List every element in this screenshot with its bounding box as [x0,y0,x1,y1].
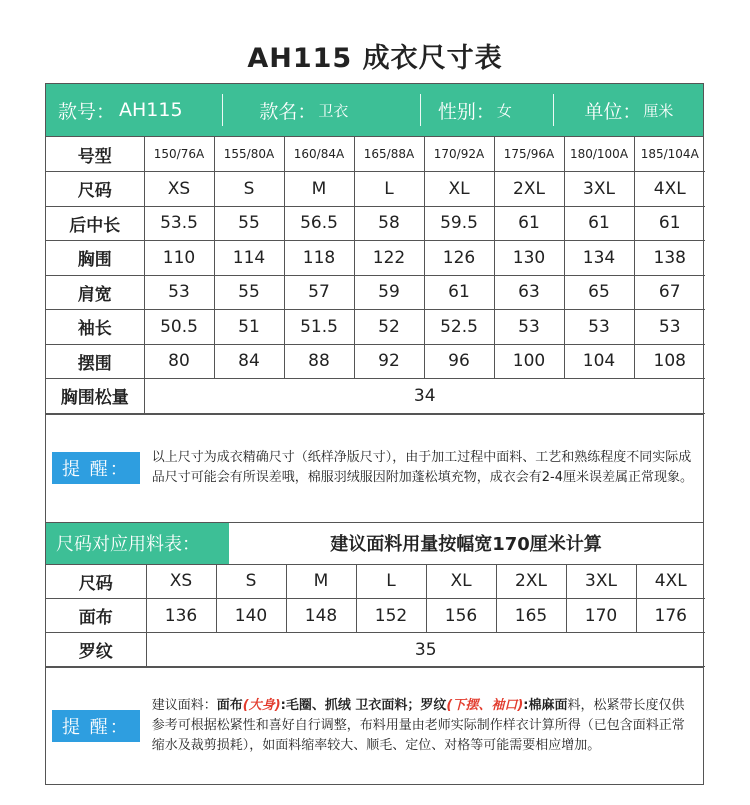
ease-value: 34 [144,379,705,414]
table-cell: 156 [426,599,496,633]
style-number-value: AH115 [119,99,183,121]
table-cell: XS [144,172,214,207]
table-cell: 2XL [496,565,566,599]
table-cell: 61 [494,206,564,241]
table-row [46,310,705,345]
table-cell: 55 [214,275,284,310]
table-cell: 155/80A [214,137,284,172]
unit-label: 单位： [584,100,642,123]
tip-text-part: :棉麻面 [523,698,568,713]
table-cell: 138 [634,241,705,276]
row-header: 号型 [46,137,144,172]
table-cell: 2XL [494,172,564,207]
usage-header [46,522,703,565]
row-header: 肩宽 [46,275,144,310]
table-cell: 59 [354,275,424,310]
table-row [46,599,705,633]
row-header: 尺码 [46,172,144,207]
table-cell: 122 [354,241,424,276]
table-cell: 3XL [564,172,634,207]
size-table [46,137,705,414]
row-header: 尺码 [46,565,146,599]
table-cell: 114 [214,241,284,276]
table-cell: 56.5 [284,206,354,241]
page-title: AH115 成衣尺寸表 [247,43,503,74]
table-cell: 175/96A [494,137,564,172]
row-header: 后中长 [46,206,144,241]
usage-header-title: 尺码对应用料表： [46,523,229,564]
table-cell: 148 [286,599,356,633]
table-cell: 63 [494,275,564,310]
table-row [46,344,705,379]
table-cell: 170/92A [424,137,494,172]
unit-value: 厘米 [643,101,674,120]
table-cell: 53 [144,275,214,310]
style-name [223,84,420,136]
table-cell: 50.5 [144,310,214,345]
row-header: 胸围 [46,241,144,276]
usage-table [46,565,705,668]
rib-value: 35 [146,633,705,667]
table-cell: 61 [634,206,705,241]
table-cell: L [356,565,426,599]
table-cell: 136 [146,599,216,633]
tip-text-part: :毛圈、抓绒 卫衣面料；罗纹 [280,698,447,713]
table-cell: 176 [636,599,705,633]
table-cell: 152 [356,599,426,633]
gender-value: 女 [496,101,512,120]
row-header: 胸围松量 [46,379,144,414]
table-cell: 53.5 [144,206,214,241]
tip-badge: 提 醒： [52,710,140,742]
table-cell: 92 [354,344,424,379]
tip-text-part: 面布 [216,698,243,713]
table-cell: 134 [564,241,634,276]
table-row [46,633,705,667]
tip-text [152,696,703,756]
table-cell: 84 [214,344,284,379]
table-cell: 4XL [636,565,705,599]
table-cell: 65 [564,275,634,310]
table-row [46,206,705,241]
table-cell: XS [146,565,216,599]
table-cell: XL [424,172,494,207]
tip-highlight: (下摆、袖口) [446,698,524,713]
table-row [46,137,705,172]
table-cell: 150/76A [144,137,214,172]
style-name-value: 卫衣 [318,101,349,120]
table-cell: 59.5 [424,206,494,241]
table-cell: 67 [634,275,705,310]
style-number-label: 款号： [58,100,116,123]
tip-text-part: 建议面料： [151,698,217,713]
table-cell: 61 [564,206,634,241]
table-cell: 55 [214,206,284,241]
style-name-label: 款名： [259,100,317,123]
size-chart [45,83,704,785]
table-row [46,172,705,207]
table-cell: 185/104A [634,137,705,172]
table-cell: XL [426,565,496,599]
style-number [46,84,223,136]
table-cell: L [354,172,424,207]
tip-text: 以上尺寸为成衣精确尺寸（纸样净版尺寸），由于加工过程中面料、工艺和熟练程度不同实际成品尺寸可能会有所误差哦，棉服羽绒服因附加蓬松填充物，成衣会有2-4厘米误差属正常现象。 [151,450,693,485]
tip-badge: 提 醒： [52,452,140,484]
table-cell: 52.5 [424,310,494,345]
table-cell: 88 [284,344,354,379]
tip-box-2 [46,667,703,784]
tip-highlight: (大身) [242,698,281,713]
table-cell: 80 [144,344,214,379]
row-header: 摆围 [46,344,144,379]
table-cell: 108 [634,344,705,379]
tip-text-part: 料，松紧带长度仅供参考可根据松紧性和喜好自行调整，布料用量由老师实际制作样衣计算所得（已包含面料正常缩水及裁剪损耗），如面料缩率较大、顺毛、定位、对格等可能需要相应增加。 [151,698,685,753]
info-header [46,84,703,137]
table-cell: 53 [634,310,705,345]
table-row [46,275,705,310]
gender-label: 性别： [437,100,495,123]
table-cell: 100 [494,344,564,379]
gender [421,84,555,136]
table-cell: 170 [566,599,636,633]
table-cell: 53 [494,310,564,345]
table-cell: 51.5 [284,310,354,345]
table-cell: 110 [144,241,214,276]
table-cell: 53 [564,310,634,345]
row-header: 罗纹 [46,633,146,667]
table-row [46,565,705,599]
table-cell: 104 [564,344,634,379]
table-cell: M [286,565,356,599]
unit [554,84,703,136]
table-cell: 52 [354,310,424,345]
row-header: 袖长 [46,310,144,345]
usage-header-note: 建议面料用量按幅宽170厘米计算 [330,534,602,555]
table-cell: 140 [216,599,286,633]
table-cell: 130 [494,241,564,276]
table-cell: S [214,172,284,207]
table-cell: 58 [354,206,424,241]
table-cell: 57 [284,275,354,310]
table-cell: 51 [214,310,284,345]
table-row [46,379,705,414]
table-cell: 3XL [566,565,636,599]
table-cell: 126 [424,241,494,276]
table-cell: 165 [496,599,566,633]
table-row [46,241,705,276]
row-header: 面布 [46,599,146,633]
table-cell: 165/88A [354,137,424,172]
tip-box-1 [46,414,703,522]
table-cell: 96 [424,344,494,379]
table-cell: S [216,565,286,599]
table-cell: 4XL [634,172,705,207]
table-cell: 180/100A [564,137,634,172]
table-cell: 160/84A [284,137,354,172]
table-cell: 118 [284,241,354,276]
table-cell: M [284,172,354,207]
table-cell: 61 [424,275,494,310]
